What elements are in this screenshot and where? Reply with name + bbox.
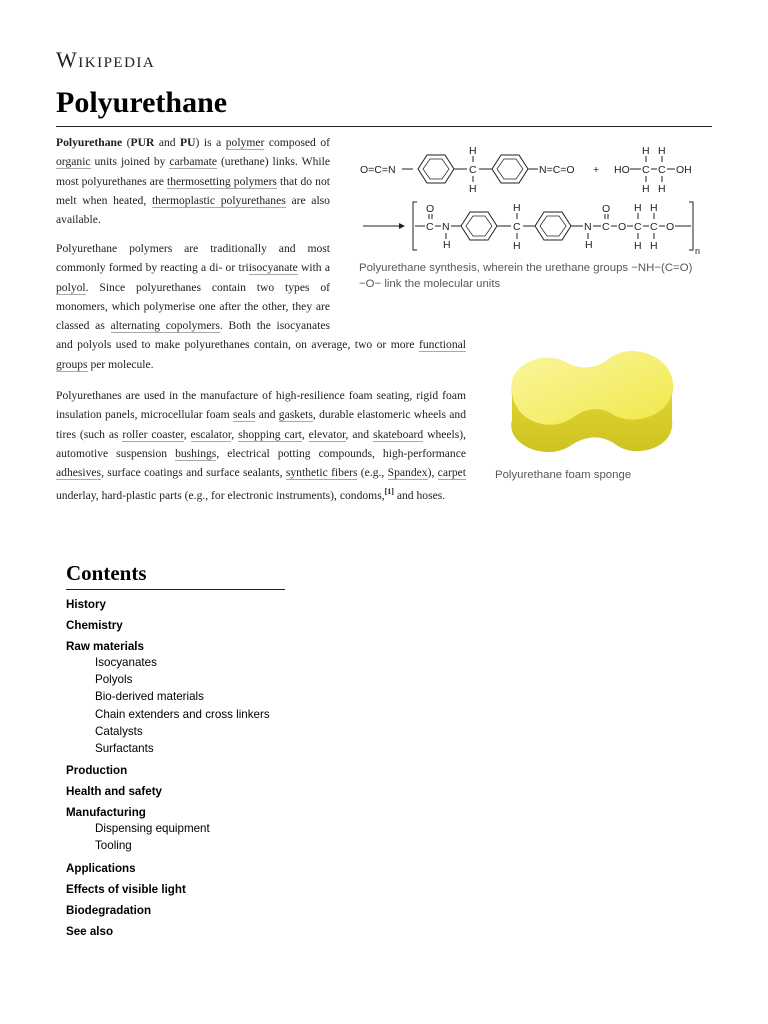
text-run: Polyurethanes are used in the manufacture of high-resilience foam seating, rigid foam insulation panels, microcellular foam [56,389,466,422]
text-run: , [231,427,239,441]
link-elevator[interactable]: elevator [308,427,346,441]
formula-label: C [469,164,477,176]
link-shopping-cart[interactable]: shopping cart [238,427,302,441]
link-thermoplastic-polyurethanes[interactable]: thermoplastic polyurethanes [151,193,286,207]
link-alternating-copolymers[interactable]: alternating copolymers [110,319,220,333]
formula-label: O [602,203,611,215]
bold-term: PUR [130,136,155,149]
toc-subitem[interactable]: Isocyanates [95,656,157,669]
toc-item[interactable]: Effects of visible light [66,882,186,896]
foam-sponge-image[interactable] [500,340,682,460]
toc-item[interactable]: Applications [66,861,136,875]
bold-term: PU [180,136,196,149]
formula-label: H [585,239,593,251]
wikipedia-wordmark[interactable]: Wikipedia [56,47,156,72]
page-title: Polyurethane [56,86,228,119]
formula-label: H [469,183,477,195]
formula-label: H [469,145,477,157]
bold-term: Polyurethane [56,136,123,149]
formula-label: C [658,164,666,176]
formula-label: O [426,203,435,215]
toc-item[interactable]: Health and safety [66,785,162,799]
formula-label: N [584,221,592,233]
text-run: ), [427,466,438,480]
text-run: , [301,427,309,441]
toc-item[interactable]: History [66,598,106,611]
citation-ref[interactable]: [1] [384,487,394,497]
toc-subitem[interactable]: Surfactants [95,742,154,756]
formula-label: N=C=O [539,164,575,176]
formula-label: C [634,221,642,233]
lead-paragraph-3 [56,386,466,506]
text-run: . Both the isocyanates and polyols used to make polyurethanes contain, on average, two or more [56,319,419,352]
toc-item[interactable]: Raw materials [66,640,144,653]
text-run: Polyurethane polymers are traditionally and most commonly formed by reacting a di- or tri [56,242,330,275]
text-run: underlay, hard-plastic parts (e.g., for electronic instruments), condoms, [56,489,385,503]
toc-item[interactable]: Biodegradation [66,903,152,917]
link-adhesives[interactable]: adhesives [56,466,102,480]
formula-label: HO [614,164,630,176]
link-functional-groups[interactable]: functional groups [56,338,466,371]
formula-label: C [650,221,658,233]
text-run: per molecule. [87,357,154,371]
toc-item[interactable]: Production [66,764,128,778]
link-organic[interactable]: organic [56,155,91,169]
text-run: wheels), automotive suspension [56,427,467,460]
toc-subitem[interactable]: Catalysts [95,724,143,738]
toc-subitem[interactable]: Polyols [95,673,133,687]
formula-label: H [513,240,521,252]
table-of-contents [66,597,366,939]
lead-paragraph-1 [56,133,330,229]
formula-label: H [650,202,658,214]
formula-label: O [666,221,675,233]
formula-label: H [634,240,642,252]
text-run: and [154,136,181,149]
link-roller-coaster[interactable]: roller coaster [122,427,184,441]
toc-item[interactable]: Chemistry [66,619,123,632]
link-escalator[interactable]: escalator [190,427,232,441]
formula-label: C [426,221,434,233]
text-run: , electrical potting compounds, high-performance [216,446,466,460]
text-run: with a [297,261,330,275]
link-polyol[interactable]: polyol [56,280,86,294]
formula-label: C [602,221,610,233]
formula-label: H [642,183,650,195]
formula-label: N [442,221,450,233]
toc-subitem[interactable]: Chain extenders and cross linkers [95,707,270,721]
formula-label: H [642,145,650,157]
text-run: and hoses. [393,489,446,503]
link-bushings[interactable]: bushings [175,446,217,460]
formula-label: H [658,183,666,195]
formula-label: H [658,145,666,157]
link-polymer[interactable]: polymer [225,136,265,149]
formula-label: H [650,240,658,252]
link-carbamate[interactable]: carbamate [169,155,218,169]
toc-item[interactable]: See also [66,924,114,938]
text-run: , surface coatings and surface sealants, [101,466,286,480]
toc-subitem[interactable]: Tooling [95,839,132,853]
text-run: , [183,427,191,441]
link-skateboard[interactable]: skateboard [372,427,424,441]
formula-label: C [513,221,521,233]
formula-label: O=C=N [360,164,396,176]
formula-label: n [695,246,700,256]
formula-label: + [593,164,600,176]
text-run: units joined by [90,155,170,169]
link-isocyanate[interactable]: isocyanate [248,261,298,275]
text-run: ( [122,136,131,149]
synthesis-caption: Polyurethane synthesis, wherein the urethane groups −NH−(C=O)−O− link the molecular units [359,262,693,290]
toc-subitem[interactable]: Dispensing equipment [95,822,210,836]
text-run: and [255,408,279,422]
link-synthetic-fibers[interactable]: synthetic fibers [285,466,358,480]
text-run: , durable elastomeric wheels and tires (such as [56,408,466,441]
link-seals[interactable]: seals [232,408,256,422]
toc-title: Contents [66,561,147,585]
text-run: (e.g., [357,466,388,480]
toc-subitem[interactable]: Bio-derived materials [95,690,204,704]
text-run: are also available. [56,193,330,227]
link-gaskets[interactable]: gaskets [278,408,313,422]
polyurethane-synthesis-diagram [355,140,700,258]
toc-divider [66,589,285,590]
link-thermosetting-polymers[interactable]: thermosetting polymers [166,174,277,188]
text-run: , and [345,427,373,441]
formula-label: H [634,202,642,214]
formula-label: OH [676,164,692,176]
text-run: ) is a [195,136,226,149]
text-run: composed of [264,136,330,149]
text-run: (urethane) links. While most polyurethanes are [56,155,330,188]
toc-item[interactable]: Manufacturing [66,806,146,820]
link-spandex[interactable]: Spandex [387,466,428,480]
formula-label: C [642,164,650,176]
formula-label: H [513,202,521,214]
formula-label: H [443,239,451,251]
sponge-caption: Polyurethane foam sponge [495,469,632,481]
title-divider [56,126,712,127]
text-run: that do not melt when heated, [56,174,330,207]
link-carpet[interactable]: carpet [437,466,466,480]
formula-label: O [618,221,627,233]
text-run: . Since polyurethanes contain two types of monomers, which polymerise one after the other, they are classed as [56,280,330,333]
